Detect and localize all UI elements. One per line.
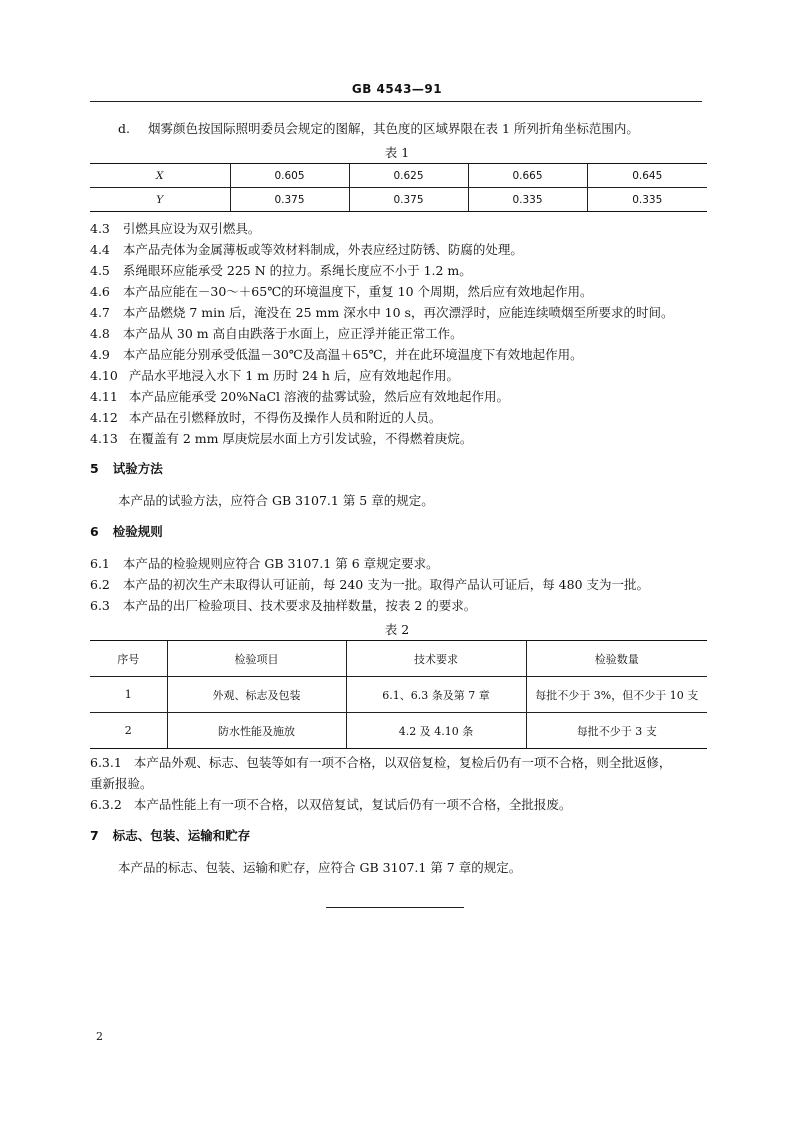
clause-text: 本产品性能上有一项不合格，以双倍复试，复试后仍有一项不合格，全批报废。 [133,797,572,812]
table2-row [90,677,707,713]
clause-number: 4.4 [90,242,110,257]
table2-header-row [90,641,707,677]
section-7-heading [90,828,250,844]
clause-6-3-1 [90,755,671,771]
clause-number: 4.10 [90,368,118,383]
section-title: 试验方法 [112,461,163,476]
table1-cell: 0.665 [468,164,587,188]
clause-number: 6.3.2 [90,797,122,812]
table2-header-cell: 检验数量 [526,641,707,677]
clause-text: 本产品在引燃释放时，不得伤及操作人员和附近的人员。 [128,410,442,425]
table1-row-label: X [90,164,230,188]
table1 [90,163,707,212]
clause-text: 本产品的检验规则应符合 GB 3107.1 第 6 章规定要求。 [122,556,439,571]
clause-number: 4.13 [90,431,118,446]
table1-cell: 0.375 [230,188,349,212]
clause-text: 产品水平地浸入水下 1 m 历时 24 h 后，应有效地起作用。 [128,368,459,383]
clause-4-4 [90,242,523,258]
table1-row-x [90,164,707,188]
table2-header-cell: 技术要求 [346,641,526,677]
table2-header-cell: 序号 [90,641,167,677]
clause-6-2 [90,577,649,593]
clause-6-3-1-cont: 重新报验。 [90,776,153,791]
clause-6-3 [90,598,476,614]
page-number: 2 [96,1030,103,1043]
clause-4-12 [90,410,441,426]
clause-number: 4.9 [90,347,110,362]
section-5-body: 本产品的试验方法，应符合 GB 3107.1 第 5 章的规定。 [118,493,434,508]
clause-6-1 [90,556,439,572]
clause-text: 本产品的初次生产未取得认可证前，每 240 支为一批。取得产品认可证后，每 480 支为一批。 [122,577,650,592]
clause-4-5 [90,263,472,279]
clause-text: 本产品应能分别承受低温－30℃及高温＋65℃，并在此环境温度下有效地起作用。 [122,347,583,362]
clause-4-13 [90,431,472,447]
clause-text: 系绳眼环应能承受 225 N 的拉力。系绳长度应不小于 1.2 m。 [122,263,472,278]
clause-4-6 [90,284,593,300]
table2-cell: 2 [90,713,167,749]
clause-4-11 [90,389,509,405]
table2-cell: 每批不少于 3%，但不少于 10 支 [526,677,707,713]
clause-number: 6.3.1 [90,755,122,770]
clause-number: 4.11 [90,389,118,404]
clause-text: 在覆盖有 2 mm 厚庚烷层水面上方引发试验，不得燃着庚烷。 [128,431,473,446]
table1-cell: 0.335 [632,193,663,206]
section-number: 7 [90,828,99,843]
table1-row-y [90,188,707,212]
clause-number: 4.8 [90,326,110,341]
item-d-text: 烟雾颜色按国际照明委员会规定的图解，其色度的区域界限在表 1 所列折角坐标范围内。 [147,121,639,136]
table2-cell: 每批不少于 3 支 [576,724,657,738]
section-title: 标志、包装、运输和贮存 [112,828,251,843]
table1-cell: 0.645 [587,164,707,188]
table2-cell: 外观、标志及包装 [167,677,346,713]
table2-header-cell: 检验项目 [167,641,346,677]
clause-number: 4.5 [90,263,110,278]
clause-number: 6.3 [90,598,110,613]
clause-text: 引燃具应设为双引燃具。 [122,221,261,236]
clause-number: 4.6 [90,284,110,299]
clause-4-9 [90,347,583,363]
end-rule [326,907,464,908]
table2-cell: 1 [90,677,167,713]
section-5-heading [90,461,163,477]
clause-4-7 [90,305,673,321]
table1-row-label: Y [90,188,230,212]
clause-number: 6.1 [90,556,110,571]
table1-cell: 0.335 [468,188,587,212]
section-7-body: 本产品的标志、包装、运输和贮存，应符合 GB 3107.1 第 7 章的规定。 [118,860,522,875]
clause-text: 本产品的出厂检验项目、技术要求及抽样数量，按表 2 的要求。 [122,598,477,613]
table2-cell: 6.1、6.3 条及第 7 章 [346,677,526,713]
section-number: 6 [90,524,99,539]
clause-text: 本产品从 30 m 高自由跌落于水面上，应正浮并能正常工作。 [122,326,463,341]
item-d-label: d. [118,121,130,136]
clause-text: 本产品应能承受 20%NaCl 溶液的盐雾试验，然后应有效地起作用。 [128,389,510,404]
header-rule [90,101,702,102]
clause-number: 4.12 [90,410,118,425]
item-d [118,121,639,137]
table2-cell: 4.2 及 4.10 条 [346,713,526,749]
clause-text: 本产品外观、标志、包装等如有一项不合格，以双倍复检，复检后仍有一项不合格，则全批返修， [133,755,672,770]
table2-row [90,713,707,749]
clause-number: 4.3 [90,221,110,236]
clause-text: 本产品壳体为金属薄板或等效材料制成，外表应经过防锈、防腐的处理。 [122,242,523,257]
section-6-heading [90,524,163,540]
section-number: 5 [90,461,99,476]
clause-text: 本产品燃烧 7 min 后，淹没在 25 mm 深水中 10 s，再次漂浮时，应能连续喷烟至所要求的时间。 [122,305,674,320]
table2-caption: 表 2 [384,622,410,637]
clause-text: 本产品应能在－30～＋65℃的环境温度下，重复 10 个周期，然后应有效地起作用。 [122,284,593,299]
clause-number: 6.2 [90,577,110,592]
table2-cell: 防水性能及施放 [167,713,346,749]
table2 [90,640,707,749]
clause-4-10 [90,368,459,384]
table1-cell: 0.605 [230,164,349,188]
table1-cell: 0.625 [349,164,468,188]
section-title: 检验规则 [112,524,163,539]
page-header: GB 4543—91 [351,82,443,96]
table1-caption: 表 1 [384,145,410,160]
clause-number: 4.7 [90,305,110,320]
clause-4-8 [90,326,463,342]
clause-6-3-2 [90,797,571,813]
table1-cell: 0.375 [349,188,468,212]
clause-4-3 [90,221,260,237]
